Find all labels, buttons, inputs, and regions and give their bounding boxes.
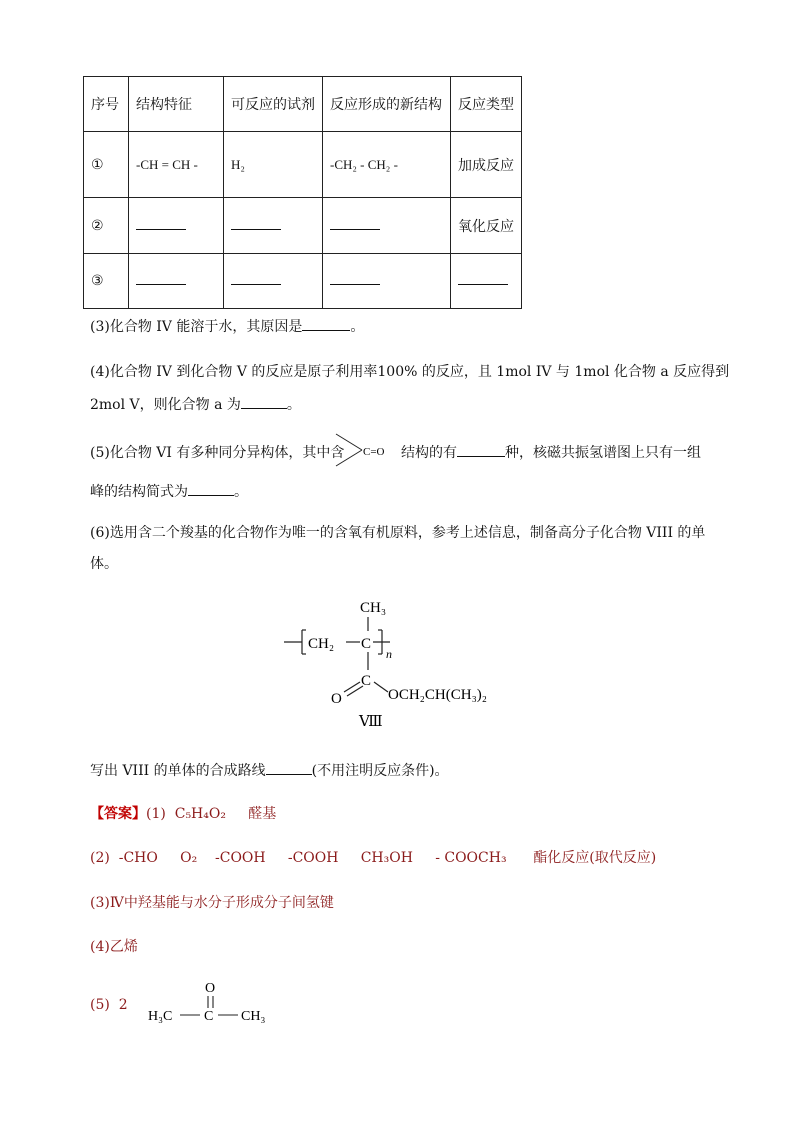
polymer-n: n bbox=[386, 647, 392, 661]
cell-reagent-blank bbox=[224, 254, 323, 309]
question-5-text-c: 种，核磁共振氢谱图上只有一组 bbox=[505, 445, 701, 461]
table-header-row bbox=[84, 77, 522, 132]
answer-blank[interactable] bbox=[458, 274, 508, 285]
header-type: 反应类型 bbox=[451, 77, 522, 132]
acetone-structure-diagram bbox=[145, 976, 285, 1026]
question-6-route-end: (不用注明反应条件)。 bbox=[311, 763, 449, 779]
polymer-structure-diagram bbox=[280, 590, 530, 740]
acetone-oxygen: O bbox=[205, 981, 216, 996]
question-5-text-2: 峰的结构简式为 bbox=[90, 484, 188, 500]
cell-index: ② bbox=[84, 198, 129, 254]
answer-blank[interactable] bbox=[266, 762, 312, 775]
cell-index: ① bbox=[84, 132, 129, 198]
question-5-part-a: (5)化合物 VI 有多种同分异构体，其中含 bbox=[90, 445, 345, 461]
cell-reagent-blank bbox=[224, 198, 323, 254]
cell-new-structure: -CH₂ - CH₂ - bbox=[323, 132, 451, 198]
cell-type-blank bbox=[451, 254, 522, 309]
table-row bbox=[84, 254, 522, 309]
carbonyl-structure-icon bbox=[334, 432, 404, 470]
answer-blank[interactable] bbox=[330, 274, 380, 285]
question-3-text: (3)化合物 IV 能溶于水，其原因是 bbox=[90, 319, 303, 335]
cell-feature: -CH = CH - bbox=[129, 132, 224, 198]
question-5-line-2 bbox=[90, 481, 248, 501]
header-reagent: 可反应的试剂 bbox=[224, 77, 323, 132]
question-6-route bbox=[90, 760, 449, 780]
header-index: 序号 bbox=[84, 77, 129, 132]
cell-new-structure-blank bbox=[323, 254, 451, 309]
cell-type: 氧化反应 bbox=[451, 198, 522, 254]
question-4-line-2 bbox=[90, 394, 301, 414]
question-4-end: 。 bbox=[286, 397, 301, 413]
acetone-carbon: C bbox=[204, 1009, 214, 1024]
answer-2: (2) -CHO O₂ -COOH -COOH CH₃OH - COOCH₃ 酯化反应(取代反应) bbox=[90, 850, 657, 866]
question-6-line-1: (6)选用含二个羧基的化合物作为唯一的含氧有机原料，参考上述信息，制备高分子化合物 VIII 的单 bbox=[90, 525, 706, 541]
carbonyl-group-label: C=O bbox=[363, 446, 385, 458]
answer-blank[interactable] bbox=[231, 219, 281, 230]
question-6-route-text: 写出 VIII 的单体的合成路线 bbox=[90, 763, 266, 779]
question-3 bbox=[90, 316, 364, 336]
acetone-left-methyl: H₃C bbox=[148, 1009, 173, 1024]
table-row bbox=[84, 132, 522, 198]
cell-reagent: H₂ bbox=[224, 132, 323, 198]
header-feature: 结构特征 bbox=[129, 77, 224, 132]
cell-new-structure-blank bbox=[323, 198, 451, 254]
polymer-ch2: CH₂ bbox=[308, 636, 335, 652]
answer-1 bbox=[90, 803, 276, 823]
cell-type: 加成反应 bbox=[451, 132, 522, 198]
polymer-oxygen: O bbox=[331, 691, 342, 707]
answer-3: (3)Ⅳ中羟基能与水分子形成分子间氢键 bbox=[90, 895, 334, 911]
answer-blank[interactable] bbox=[231, 274, 281, 285]
question-4-line-1: (4)化合物 IV 到化合物 V 的反应是原子利用率100% 的反应，且 1mol IV 与 1mol 化合物 a 反应得到 bbox=[90, 364, 730, 380]
polymer-ch3: CH₃ bbox=[360, 600, 387, 616]
answer-1-text: (1) C₅H₄O₂ 醛基 bbox=[146, 806, 277, 822]
cell-index: ③ bbox=[84, 254, 129, 309]
answer-blank[interactable] bbox=[136, 274, 186, 285]
answer-blank[interactable] bbox=[330, 219, 380, 230]
answer-blank[interactable] bbox=[188, 483, 234, 496]
answer-5-label: (5) 2 bbox=[90, 997, 128, 1013]
question-5-part-b bbox=[401, 442, 701, 462]
polymer-c: C bbox=[361, 636, 372, 652]
table-row bbox=[84, 198, 522, 254]
answer-4: (4)乙烯 bbox=[90, 939, 138, 955]
question-3-end: 。 bbox=[350, 319, 365, 335]
answer-tag: 【答案】 bbox=[90, 806, 146, 822]
polymer-carbonyl-c: C bbox=[361, 673, 372, 689]
acetone-right-methyl: CH₃ bbox=[241, 1009, 266, 1024]
answer-blank[interactable] bbox=[302, 318, 350, 331]
answer-blank[interactable] bbox=[241, 396, 287, 409]
cell-feature-blank bbox=[129, 254, 224, 309]
reaction-table bbox=[83, 76, 522, 309]
header-new-structure: 反应形成的新结构 bbox=[323, 77, 451, 132]
cell-feature-blank bbox=[129, 198, 224, 254]
question-5-end: 。 bbox=[234, 484, 248, 500]
question-5-text-b: 结构的有 bbox=[401, 445, 457, 461]
polymer-label: Ⅷ bbox=[359, 714, 383, 730]
answer-blank[interactable] bbox=[136, 219, 186, 230]
polymer-ester-group: OCH₂CH(CH₃)₂ bbox=[388, 687, 488, 703]
answer-blank[interactable] bbox=[457, 444, 505, 457]
question-4-text: 2mol V，则化合物 a 为 bbox=[90, 397, 241, 413]
question-6-line-2: 体。 bbox=[90, 556, 118, 572]
